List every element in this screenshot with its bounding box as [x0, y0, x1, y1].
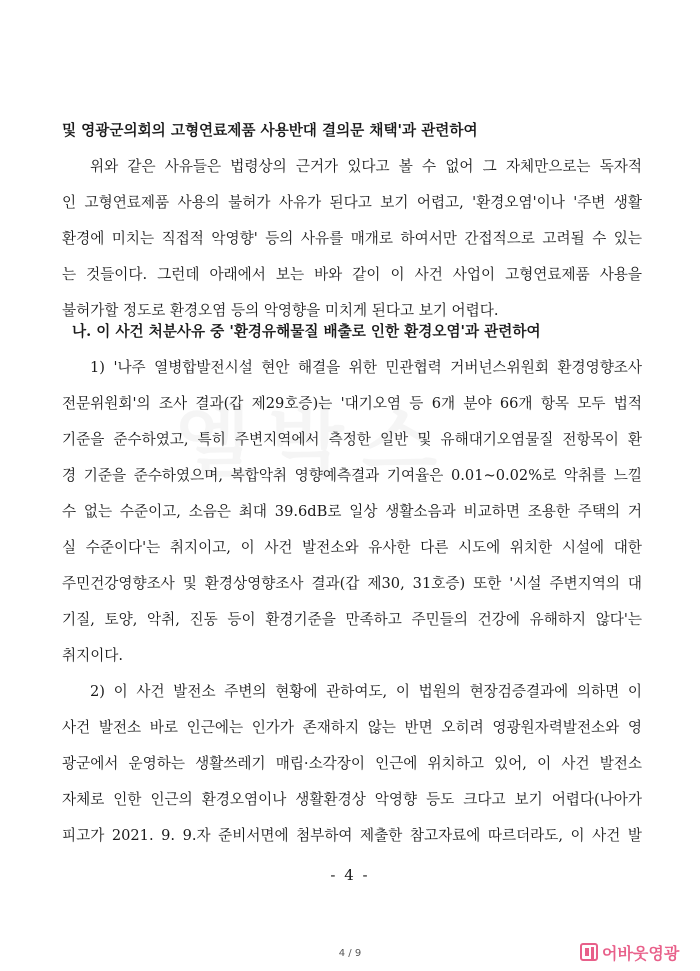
paragraph-line: 전문위원회'의 조사 결과(갑 제29호증)는 '대기오염 등 6개 분야 66개 항목 모두 법적: [62, 395, 642, 412]
paragraph-line: 실 수준이다'는 취지이고, 이 사건 발전소와 유사한 다른 시도에 위치한 시설에 대한: [62, 539, 642, 556]
paragraph-line: 1) '나주 열병합발전시설 현안 해결을 위한 민관협력 거버넌스위원회 환경영향조사: [90, 359, 642, 376]
paragraph-line: 불허가할 정도로 환경오염 등의 악영향을 미치게 된다고 보기 어렵다.: [62, 302, 499, 319]
paragraph-line: 광군에서 운영하는 생활쓰레기 매립·소각장이 인근에 위치하고 있어, 이 사건 발전소: [62, 755, 642, 772]
paragraph-line: 는 것들이다. 그런데 아래에서 보는 바와 같이 이 사건 사업이 고형연료제품 사용을: [62, 266, 642, 283]
paragraph-line: 인 고형연료제품 사용의 불허가 사유가 된다고 보기 어렵고, '환경오염'이나 '주변 생활: [62, 194, 642, 211]
paragraph-line: 피고가 2021. 9. 9.자 준비서면에 첨부하여 제출한 참고자료에 따르더라도, 이 사건 발: [62, 827, 642, 844]
paragraph-line: 기준을 준수하였고, 특히 주변지역에서 측정한 일반 및 유해대기오염물질 전항목이 환: [62, 431, 642, 448]
section-heading-line: 및 영광군의회의 고형연료제품 사용반대 결의문 채택'과 관련하여: [62, 122, 478, 139]
paragraph-line: 주민건강영향조사 및 환경상영향조사 결과(갑 제30, 31호증) 또한 '시설 주변지역의 대: [62, 575, 642, 592]
paragraph-line: 자체로 인한 인근의 환경오염이나 생활환경상 악영향 등도 크다고 보기 어렵다(나아가: [62, 791, 642, 808]
paragraph-line: 취지이다.: [62, 647, 124, 664]
paragraph-line: 위와 같은 사유들은 법령상의 근거가 있다고 볼 수 없어 그 자체만으로는 독자적: [90, 158, 642, 175]
paragraph-line: 수 없는 수준이고, 소음은 최대 39.6dB로 일상 생활소음과 비교하면 조용한 주택의 거: [62, 503, 642, 520]
paragraph-line: 사건 발전소 바로 인근에는 인가가 존재하지 않는 반면 오히려 영광원자력발전소와 영: [62, 719, 642, 736]
paragraph-line: 환경에 미치는 직접적 악영향' 등의 사유를 매개로 하여서만 간접적으로 고려될 수 있는: [62, 230, 642, 247]
paragraph-line: 기질, 토양, 악취, 진동 등이 환경기준을 만족하고 주민들의 건강에 유해하지 않다'는: [62, 611, 642, 628]
brand-logo-label: 어바웃영광: [602, 943, 680, 963]
paragraph-line: 2) 이 사건 발전소 주변의 현황에 관하여도, 이 법원의 현장검증결과에 의하면 이: [90, 683, 642, 700]
paragraph-line: 경 기준을 준수하였으며, 복합악취 영향예측결과 기여율은 0.01~0.02%로 악취를 느낄: [62, 467, 642, 484]
subsection-heading: 나. 이 사건 처분사유 중 '환경유해물질 배출로 인한 환경오염'과 관련하여: [72, 323, 541, 340]
page-number: - 4 -: [330, 866, 370, 884]
brand-logo[interactable]: [580, 941, 679, 963]
brand-logo-icon: [580, 943, 598, 961]
pdf-page-counter: 4 / 9: [338, 948, 362, 959]
